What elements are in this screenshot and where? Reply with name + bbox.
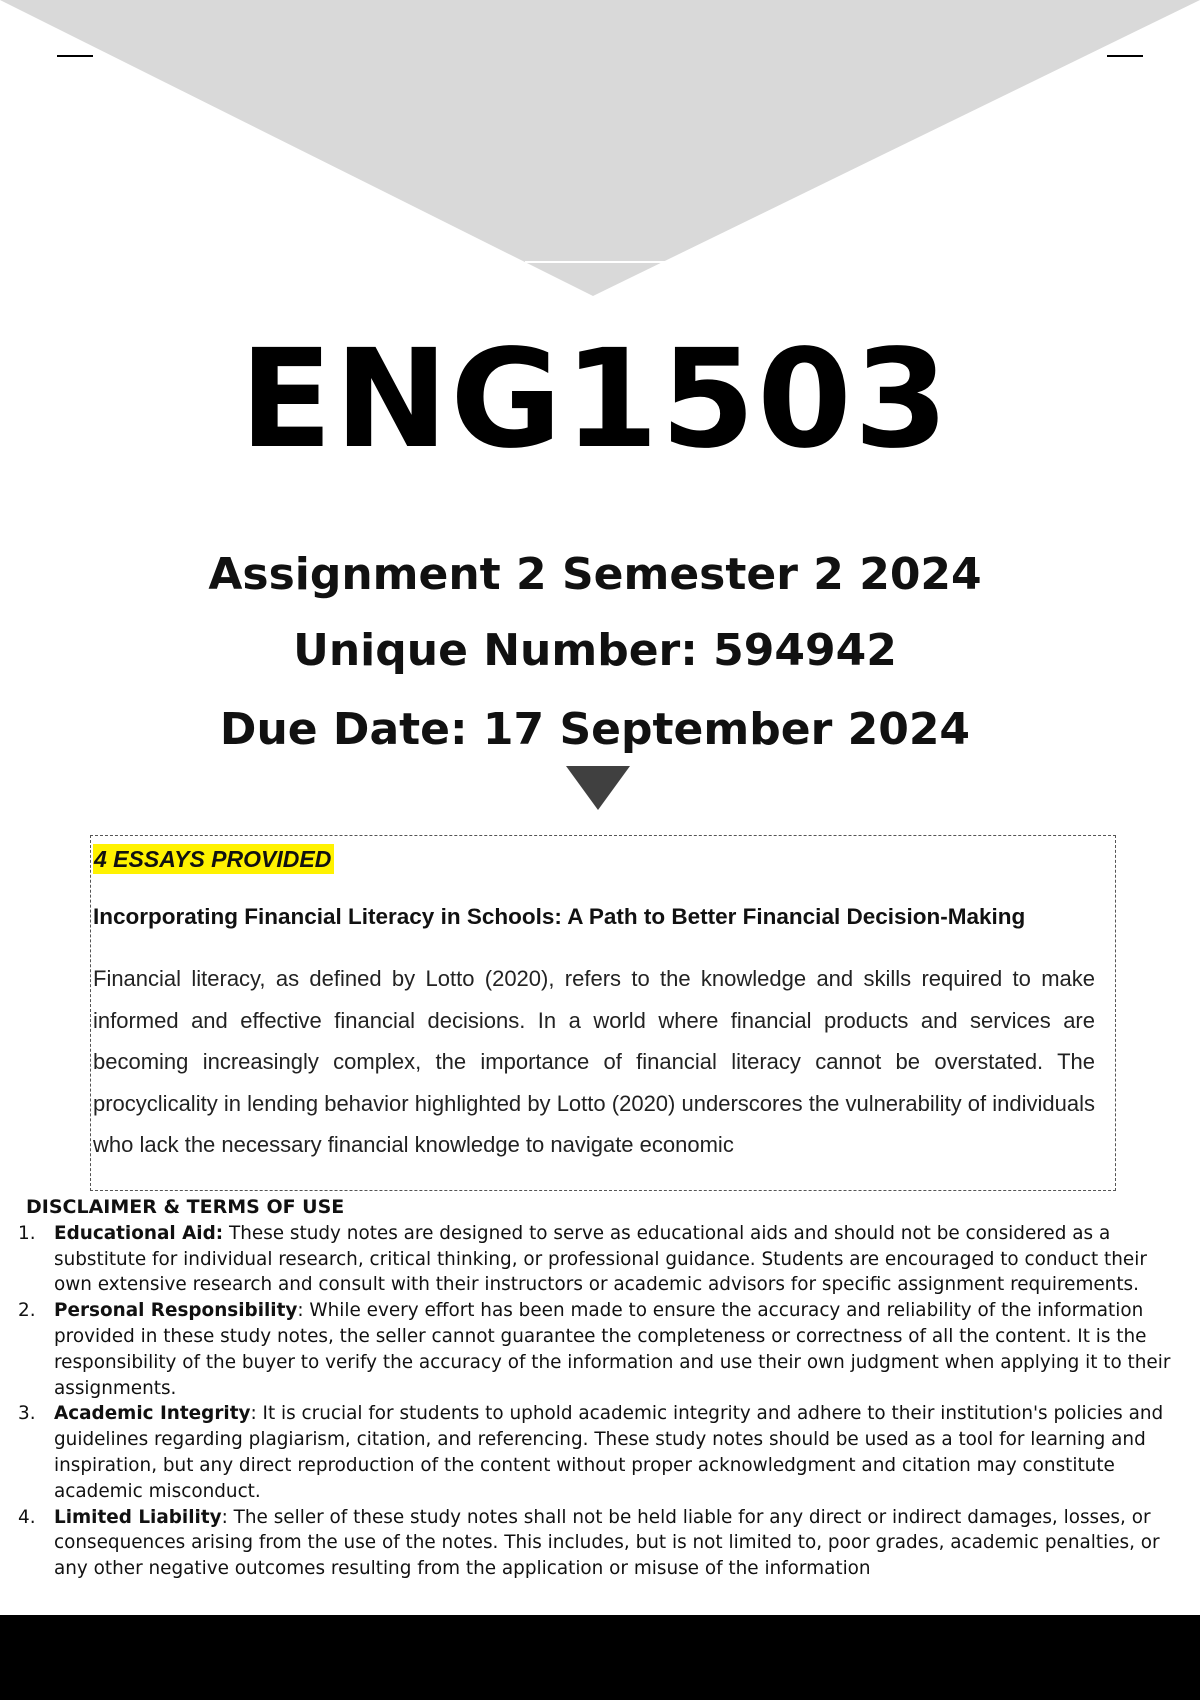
corner-rule-right bbox=[1107, 55, 1143, 57]
item-term: Personal Responsibility bbox=[54, 1300, 298, 1322]
disclaimer-list bbox=[18, 1221, 1190, 1582]
item-text: These study notes are designed to serve as educational aids and should not be considered as a substitute for individual research, critical thinking, or professional guidance. Students are encouraged to conduct their own extensive research and consult with their instructors or academic advisors for specific assignment requirements. bbox=[54, 1222, 1147, 1296]
item-text: : It is crucial for students to uphold academic integrity and adhere to their institution's policies and guidelines regarding plagiarism, citation, and referencing. These study notes should be used as a tool for learning and inspiration, but any direct reproduction of the content without proper acknowledgment and citation may constitute academic misconduct. bbox=[54, 1403, 1164, 1502]
assignment-title: Assignment 2 Semester 2 2024 bbox=[208, 549, 982, 600]
disclaimer-item-personal-responsibility bbox=[18, 1298, 1190, 1401]
item-term: Academic Integrity bbox=[54, 1403, 251, 1425]
item-text: : While every effort has been made to ensure the accuracy and reliability of the information provided in these study notes, the seller cannot guarantee the completeness or correctness of all the content. It is the responsibility of the buyer to verify the accuracy of the information and use their own judgment when applying it to their assignments. bbox=[54, 1300, 1171, 1399]
item-term: Educational Aid: bbox=[54, 1222, 224, 1244]
essays-badge: 4 ESSAYS PROVIDED bbox=[93, 844, 334, 874]
item-term: Limited Liability bbox=[54, 1506, 222, 1528]
disclaimer-item-educational-aid bbox=[18, 1221, 1190, 1298]
disclaimer-item-academic-integrity bbox=[18, 1401, 1190, 1504]
disclaimer-item-limited-liability bbox=[18, 1505, 1190, 1582]
bottom-bar bbox=[0, 1615, 1200, 1700]
disclaimer-section bbox=[18, 1195, 1190, 1582]
down-arrow-icon bbox=[566, 766, 630, 810]
essay-title: Incorporating Financial Literacy in Schools: A Path to Better Financial Decision-Making bbox=[93, 904, 1026, 929]
chevron-banner bbox=[0, 0, 1200, 300]
item-number: 4. bbox=[18, 1506, 36, 1528]
unique-number: Unique Number: 594942 bbox=[293, 625, 897, 676]
item-text: : The seller of these study notes shall not be held liable for any direct or indirect damages, losses, or consequences arising from the use of the notes. This includes, but is not limited to, poor grades, academic penalties, or any other negative outcomes resulting from the application or misuse of the information bbox=[54, 1506, 1160, 1580]
item-number: 3. bbox=[18, 1403, 36, 1425]
essay-body: Financial literacy, as defined by Lotto (2020), refers to the knowledge and skills required to make informed and effective financial decisions. In a world where financial products and services are becoming increasingly complex, the importance of financial literacy cannot be overstated. The procyclicality in lending behavior highlighted by Lotto (2020) underscores the vulnerability of individuals who lack the necessary financial knowledge to navigate economic bbox=[93, 966, 1095, 1157]
item-number: 1. bbox=[18, 1222, 36, 1244]
course-code: ENG1503 bbox=[239, 321, 951, 479]
essay-preview-box bbox=[90, 835, 1116, 1191]
item-number: 2. bbox=[18, 1300, 36, 1322]
disclaimer-heading: DISCLAIMER & TERMS OF USE bbox=[26, 1196, 345, 1218]
due-date: Due Date: 17 September 2024 bbox=[219, 704, 971, 755]
corner-rule-left bbox=[57, 55, 93, 57]
